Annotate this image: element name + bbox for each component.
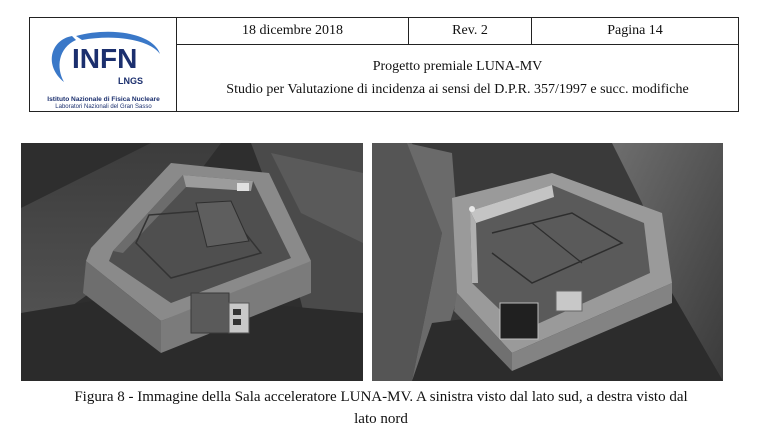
caption-line-2: lato nord <box>354 411 408 427</box>
render-north-view <box>372 143 723 381</box>
header-date: 18 dicembre 2018 <box>177 18 409 44</box>
caption-line-1: Figura 8 - Immagine della Sala acceleratore LUNA-MV. A sinistra visto dal lato sud, a destra visto dal <box>74 389 688 405</box>
infn-logo-mark <box>42 26 165 96</box>
infn-logo <box>30 18 177 111</box>
logo-laboratory: Laboratori Nazionali del Gran Sasso <box>55 104 152 110</box>
header-page-number: Pagina 14 <box>607 23 663 38</box>
header-title-block <box>177 45 738 111</box>
figure-caption <box>20 386 742 430</box>
header-revision: Rev. 2 <box>409 18 532 44</box>
header-meta-row <box>177 18 738 45</box>
document-header <box>29 17 739 112</box>
header-project: Progetto premiale LUNA-MV <box>372 59 543 74</box>
logo-sub: LNGS <box>118 76 144 86</box>
logo-institute: Istituto Nazionale di Fisica Nucleare <box>47 96 160 103</box>
header-study: Studio per Valutazione di incidenza ai sensi del D.P.R. 357/1997 e succ. modifiche <box>226 82 689 97</box>
render-south-view <box>21 143 363 381</box>
logo-name: INFN <box>72 43 138 74</box>
